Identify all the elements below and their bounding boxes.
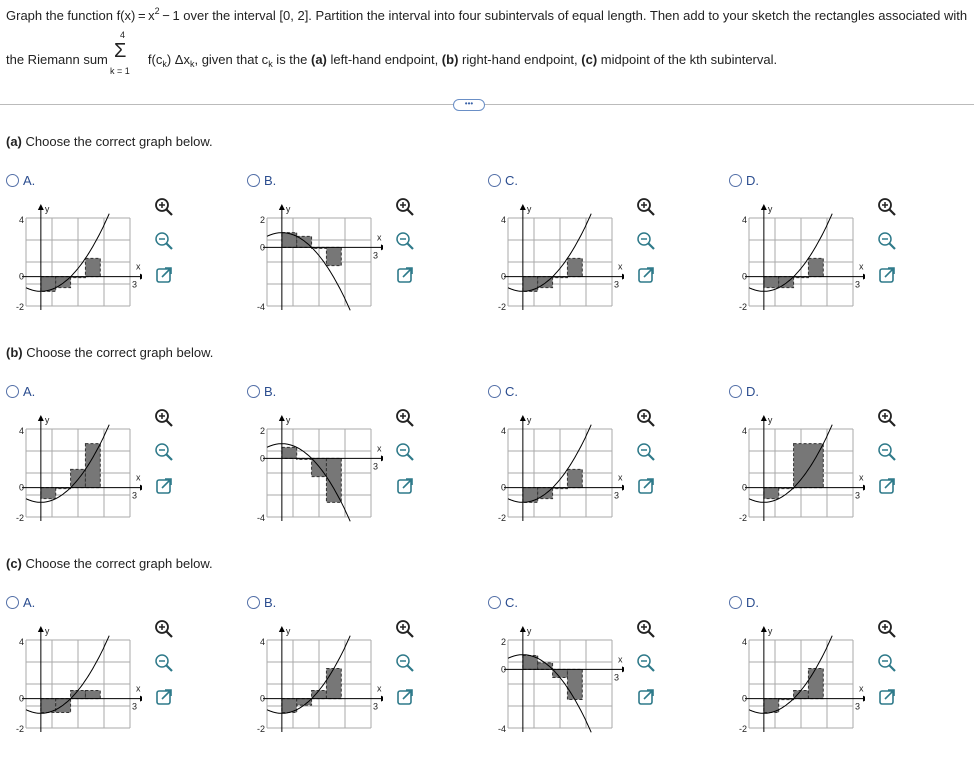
y-axis-label: y bbox=[44, 415, 50, 425]
question-text-part1: Graph the function f(x) = x bbox=[6, 8, 155, 23]
y-tick-4: 4 bbox=[18, 215, 24, 225]
x-tick-3: 3 bbox=[614, 672, 620, 683]
riemann-rectangle bbox=[553, 669, 568, 677]
y-axis-arrow-icon bbox=[38, 626, 44, 632]
zoom-out-icon[interactable] bbox=[636, 442, 656, 462]
option-c-part-b[interactable] bbox=[488, 384, 518, 399]
y-tick-neg2: -2 bbox=[15, 513, 24, 523]
divider bbox=[0, 104, 974, 105]
radio-button[interactable] bbox=[6, 596, 19, 609]
x-axis-label: x bbox=[136, 472, 141, 483]
y-tick-neg2: -2 bbox=[738, 302, 747, 312]
zoom-in-icon[interactable] bbox=[154, 408, 174, 428]
riemann-rectangle bbox=[794, 444, 824, 488]
option-b-part-a[interactable] bbox=[247, 173, 276, 188]
sum-expr-b: ) Δx bbox=[166, 52, 190, 67]
option-label: B. bbox=[264, 595, 277, 610]
y-axis-arrow-icon bbox=[761, 204, 767, 210]
option-c-part-c[interactable] bbox=[488, 595, 518, 610]
y-tick-4: 4 bbox=[741, 426, 747, 436]
option-label: D. bbox=[746, 384, 759, 399]
y-tick-neg4: -4 bbox=[256, 513, 265, 523]
radio-button[interactable] bbox=[729, 174, 742, 187]
radio-button[interactable] bbox=[729, 385, 742, 398]
zoom-in-icon[interactable] bbox=[877, 619, 897, 639]
zoom-out-icon[interactable] bbox=[395, 231, 415, 251]
option-d-part-a[interactable] bbox=[729, 173, 759, 188]
x-axis-arrow-icon bbox=[863, 485, 865, 491]
riemann-rectangle bbox=[326, 247, 341, 265]
option-label: C. bbox=[505, 173, 518, 188]
option-label: A. bbox=[23, 384, 36, 399]
riemann-rectangle bbox=[326, 668, 341, 698]
popout-icon[interactable] bbox=[395, 265, 415, 285]
y-tick-0: 0 bbox=[18, 693, 24, 704]
option-d-part-c[interactable] bbox=[729, 595, 759, 610]
txt-c: midpoint of the kth subinterval. bbox=[597, 52, 778, 67]
y-axis-arrow-icon bbox=[761, 626, 767, 632]
popout-icon[interactable] bbox=[154, 265, 174, 285]
popout-icon[interactable] bbox=[877, 687, 897, 707]
sum-sub-k2: k bbox=[189, 59, 195, 69]
sum-sub-k: k bbox=[162, 59, 167, 69]
question-line-1 bbox=[6, 8, 967, 23]
zoom-out-icon[interactable] bbox=[154, 653, 174, 673]
popout-icon[interactable] bbox=[636, 265, 656, 285]
function-curve bbox=[508, 425, 591, 503]
radio-button[interactable] bbox=[247, 174, 260, 187]
x-tick-3: 3 bbox=[373, 701, 379, 712]
zoom-in-icon[interactable] bbox=[154, 197, 174, 217]
sum-expr-c: , given that c bbox=[194, 52, 269, 67]
riemann-rectangle bbox=[71, 690, 86, 698]
x-tick-3: 3 bbox=[132, 701, 138, 712]
y-axis-label: y bbox=[526, 626, 532, 636]
zoom-in-icon[interactable] bbox=[636, 408, 656, 428]
riemann-rectangle bbox=[794, 690, 809, 698]
riemann-prefix: the Riemann sum bbox=[6, 52, 108, 67]
y-tick-4: 4 bbox=[500, 426, 506, 436]
x-tick-3: 3 bbox=[614, 279, 620, 290]
option-graph bbox=[243, 404, 383, 536]
option-graph bbox=[243, 615, 383, 747]
y-axis-label: y bbox=[526, 204, 532, 214]
x-axis-label: x bbox=[618, 472, 623, 483]
option-a-part-a[interactable] bbox=[6, 173, 35, 188]
x-axis-arrow-icon bbox=[863, 696, 865, 702]
bold-a: (a) bbox=[310, 52, 327, 67]
sigma-notation bbox=[110, 30, 136, 82]
y-tick-0: 0 bbox=[259, 242, 265, 253]
option-graph bbox=[2, 615, 142, 747]
y-tick-neg2: -2 bbox=[256, 724, 265, 734]
y-tick-4: 4 bbox=[500, 215, 506, 225]
x-axis-arrow-icon bbox=[140, 485, 142, 491]
option-a-part-c[interactable] bbox=[6, 595, 35, 610]
sigma-upper: 4 bbox=[120, 30, 126, 40]
option-c-part-a[interactable] bbox=[488, 173, 518, 188]
radio-button[interactable] bbox=[247, 385, 260, 398]
part-a-title: (a) Choose the correct graph below. bbox=[6, 134, 213, 149]
option-graph bbox=[243, 193, 383, 325]
function-curve bbox=[267, 233, 350, 311]
x-axis-arrow-icon bbox=[622, 274, 624, 280]
radio-button[interactable] bbox=[729, 596, 742, 609]
riemann-rectangle bbox=[808, 668, 823, 698]
riemann-rectangle bbox=[85, 690, 100, 698]
exponent: 2 bbox=[154, 6, 160, 16]
option-d-part-b[interactable] bbox=[729, 384, 759, 399]
y-axis-label: y bbox=[767, 626, 773, 636]
option-graph bbox=[484, 615, 624, 747]
y-tick-2: 2 bbox=[500, 637, 506, 647]
radio-button[interactable] bbox=[6, 174, 19, 187]
y-tick-neg2: -2 bbox=[738, 513, 747, 523]
radio-button[interactable] bbox=[247, 596, 260, 609]
x-axis-arrow-icon bbox=[863, 274, 865, 280]
y-axis-arrow-icon bbox=[279, 626, 285, 632]
y-tick-neg2: -2 bbox=[738, 724, 747, 734]
sigma-icon: Σ bbox=[114, 40, 127, 62]
y-tick-0: 0 bbox=[500, 664, 506, 675]
txt-a: left-hand endpoint, bbox=[326, 52, 442, 67]
y-tick-4: 4 bbox=[741, 215, 747, 225]
zoom-out-icon[interactable] bbox=[395, 653, 415, 673]
y-axis-label: y bbox=[285, 626, 291, 636]
zoom-in-icon[interactable] bbox=[395, 197, 415, 217]
x-axis-arrow-icon bbox=[622, 666, 624, 672]
popout-icon[interactable] bbox=[395, 476, 415, 496]
sum-expr-a: f(c bbox=[147, 52, 163, 67]
option-label: B. bbox=[264, 173, 277, 188]
y-axis-label: y bbox=[285, 204, 291, 214]
y-axis-arrow-icon bbox=[761, 415, 767, 421]
riemann-rectangle bbox=[567, 669, 582, 699]
zoom-out-icon[interactable] bbox=[395, 442, 415, 462]
y-tick-neg4: -4 bbox=[256, 302, 265, 312]
riemann-rectangle bbox=[764, 277, 779, 288]
zoom-out-icon[interactable] bbox=[636, 231, 656, 251]
function-curve bbox=[26, 214, 109, 292]
y-tick-4: 4 bbox=[18, 637, 24, 647]
option-graph bbox=[484, 193, 624, 325]
option-label: C. bbox=[505, 595, 518, 610]
popout-icon[interactable] bbox=[877, 265, 897, 285]
riemann-rectangle bbox=[297, 699, 312, 705]
popout-icon[interactable] bbox=[877, 476, 897, 496]
y-axis-label: y bbox=[767, 415, 773, 425]
zoom-in-icon[interactable] bbox=[636, 619, 656, 639]
x-tick-3: 3 bbox=[132, 279, 138, 290]
y-tick-0: 0 bbox=[18, 482, 24, 493]
y-tick-4: 4 bbox=[741, 637, 747, 647]
option-graph bbox=[725, 404, 865, 536]
question-text-part2: − 1 over the interval [0, 2]. Partition the interval into four subintervals of equal length. Then add to your sketch the rectangles associated with bbox=[159, 8, 968, 23]
y-tick-0: 0 bbox=[741, 693, 747, 704]
x-tick-3: 3 bbox=[855, 701, 861, 712]
riemann-rectangle bbox=[764, 488, 779, 499]
popout-icon[interactable] bbox=[154, 687, 174, 707]
bold-b: (b) bbox=[441, 52, 459, 67]
zoom-out-icon[interactable] bbox=[154, 231, 174, 251]
riemann-rectangle bbox=[808, 258, 823, 276]
y-tick-0: 0 bbox=[18, 271, 24, 282]
function-curve bbox=[749, 214, 832, 292]
sum-sub-k3: k bbox=[268, 59, 273, 69]
y-axis-label: y bbox=[526, 415, 532, 425]
x-axis-label: x bbox=[377, 232, 382, 243]
option-a-part-b[interactable] bbox=[6, 384, 35, 399]
x-axis-label: x bbox=[377, 443, 382, 454]
zoom-out-icon[interactable] bbox=[877, 653, 897, 673]
x-axis-arrow-icon bbox=[381, 455, 383, 461]
popout-icon[interactable] bbox=[154, 476, 174, 496]
zoom-in-icon[interactable] bbox=[395, 619, 415, 639]
y-tick-4: 4 bbox=[18, 426, 24, 436]
x-axis-arrow-icon bbox=[140, 274, 142, 280]
zoom-out-icon[interactable] bbox=[154, 442, 174, 462]
y-axis-arrow-icon bbox=[279, 415, 285, 421]
radio-button[interactable] bbox=[488, 596, 501, 609]
y-tick-0: 0 bbox=[500, 271, 506, 282]
y-tick-2: 2 bbox=[259, 215, 265, 225]
y-tick-neg2: -2 bbox=[15, 724, 24, 734]
x-axis-label: x bbox=[136, 261, 141, 272]
function-curve bbox=[508, 214, 591, 292]
y-tick-0: 0 bbox=[259, 693, 265, 704]
y-axis-label: y bbox=[44, 626, 50, 636]
zoom-out-icon[interactable] bbox=[877, 442, 897, 462]
option-label: B. bbox=[264, 384, 277, 399]
y-axis-arrow-icon bbox=[520, 204, 526, 210]
zoom-in-icon[interactable] bbox=[154, 619, 174, 639]
riemann-rectangle bbox=[567, 258, 582, 276]
sum-expr-d: is the bbox=[272, 52, 311, 67]
zoom-in-icon[interactable] bbox=[636, 197, 656, 217]
sigma-lower: k = 1 bbox=[110, 66, 130, 76]
option-graph bbox=[2, 404, 142, 536]
y-axis-label: y bbox=[767, 204, 773, 214]
riemann-rectangle bbox=[85, 258, 100, 276]
y-tick-4: 4 bbox=[259, 637, 265, 647]
x-axis-label: x bbox=[618, 654, 623, 665]
y-axis-label: y bbox=[285, 415, 291, 425]
x-axis-arrow-icon bbox=[140, 696, 142, 702]
popout-icon[interactable] bbox=[395, 687, 415, 707]
option-b-part-b[interactable] bbox=[247, 384, 276, 399]
riemann-rectangle bbox=[312, 690, 327, 698]
zoom-in-icon[interactable] bbox=[877, 197, 897, 217]
x-axis-label: x bbox=[859, 683, 864, 694]
option-label: D. bbox=[746, 173, 759, 188]
x-axis-arrow-icon bbox=[381, 696, 383, 702]
option-graph bbox=[2, 193, 142, 325]
y-axis-arrow-icon bbox=[279, 204, 285, 210]
y-axis-arrow-icon bbox=[38, 204, 44, 210]
zoom-in-icon[interactable] bbox=[395, 408, 415, 428]
x-axis-arrow-icon bbox=[381, 244, 383, 250]
x-axis-label: x bbox=[859, 472, 864, 483]
bold-c: (c) bbox=[581, 52, 598, 67]
x-axis-label: x bbox=[377, 683, 382, 694]
option-label: D. bbox=[746, 595, 759, 610]
y-tick-0: 0 bbox=[500, 482, 506, 493]
part-c-title: (c) Choose the correct graph below. bbox=[6, 556, 213, 571]
txt-b: right-hand endpoint, bbox=[458, 52, 582, 67]
option-label: A. bbox=[23, 595, 36, 610]
y-axis-arrow-icon bbox=[38, 415, 44, 421]
popout-icon[interactable] bbox=[636, 687, 656, 707]
x-axis-arrow-icon bbox=[622, 485, 624, 491]
riemann-rectangle bbox=[538, 663, 553, 669]
zoom-out-icon[interactable] bbox=[877, 231, 897, 251]
option-graph bbox=[725, 193, 865, 325]
radio-button[interactable] bbox=[488, 385, 501, 398]
x-axis-label: x bbox=[859, 261, 864, 272]
option-graph bbox=[725, 615, 865, 747]
riemann-rectangle bbox=[41, 488, 56, 499]
more-button[interactable]: ••• bbox=[453, 99, 485, 111]
zoom-out-icon[interactable] bbox=[636, 653, 656, 673]
option-label: C. bbox=[505, 384, 518, 399]
radio-button[interactable] bbox=[488, 174, 501, 187]
y-tick-2: 2 bbox=[259, 426, 265, 436]
radio-button[interactable] bbox=[6, 385, 19, 398]
y-tick-0: 0 bbox=[259, 453, 265, 464]
riemann-rectangle bbox=[567, 469, 582, 487]
y-tick-neg4: -4 bbox=[497, 724, 506, 734]
x-tick-3: 3 bbox=[373, 461, 379, 472]
x-tick-3: 3 bbox=[614, 490, 620, 501]
x-tick-3: 3 bbox=[855, 490, 861, 501]
x-axis-label: x bbox=[618, 261, 623, 272]
y-axis-label: y bbox=[44, 204, 50, 214]
x-tick-3: 3 bbox=[373, 250, 379, 261]
y-axis-arrow-icon bbox=[520, 626, 526, 632]
part-b-title: (b) Choose the correct graph below. bbox=[6, 345, 214, 360]
y-tick-0: 0 bbox=[741, 271, 747, 282]
option-label: A. bbox=[23, 173, 36, 188]
y-tick-neg2: -2 bbox=[497, 513, 506, 523]
option-graph bbox=[484, 404, 624, 536]
popout-icon[interactable] bbox=[636, 476, 656, 496]
x-tick-3: 3 bbox=[855, 279, 861, 290]
y-tick-neg2: -2 bbox=[15, 302, 24, 312]
option-b-part-c[interactable] bbox=[247, 595, 276, 610]
y-tick-neg2: -2 bbox=[497, 302, 506, 312]
riemann-rectangle bbox=[282, 447, 297, 458]
y-tick-0: 0 bbox=[741, 482, 747, 493]
y-axis-arrow-icon bbox=[520, 415, 526, 421]
x-tick-3: 3 bbox=[132, 490, 138, 501]
x-axis-label: x bbox=[136, 683, 141, 694]
zoom-in-icon[interactable] bbox=[877, 408, 897, 428]
function-curve bbox=[26, 636, 109, 714]
